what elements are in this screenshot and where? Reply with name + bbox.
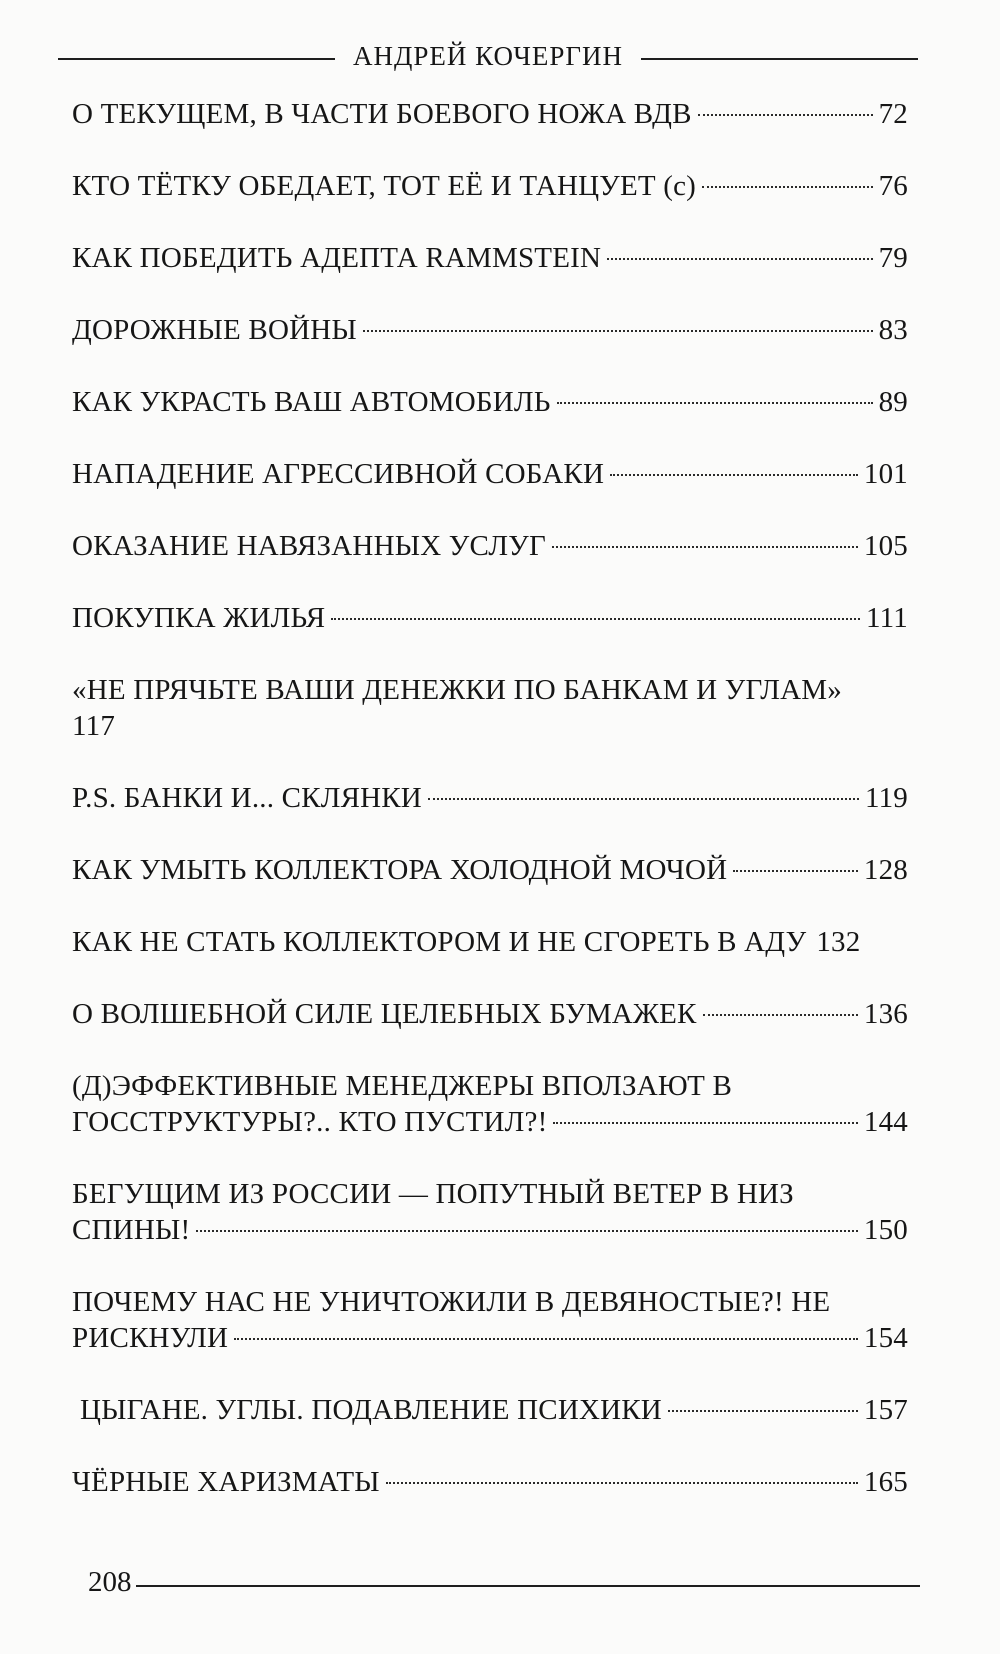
toc-leader-dots bbox=[386, 1482, 858, 1484]
toc-leader-dots bbox=[703, 1014, 858, 1016]
toc-entry bbox=[72, 168, 908, 204]
toc-entry-page: 150 bbox=[863, 1214, 908, 1246]
toc-entry-title: КАК НЕ СТАТЬ КОЛЛЕКТОРОМ И НЕ СГОРЕТЬ В АДУ bbox=[72, 926, 807, 958]
toc-entry-title-line1: ПОЧЕМУ НАС НЕ УНИЧТОЖИЛИ В ДЕВЯНОСТЫЕ?! НЕ bbox=[72, 1286, 831, 1318]
toc-entry-page: 105 bbox=[863, 530, 908, 562]
toc-leader-dots bbox=[331, 618, 860, 620]
toc-entry bbox=[72, 1284, 908, 1356]
toc-entry-title: ПОКУПКА ЖИЛЬЯ bbox=[72, 602, 326, 634]
toc-entry bbox=[72, 384, 908, 420]
toc-entry-page: 144 bbox=[863, 1106, 908, 1138]
toc-leader-dots bbox=[668, 1410, 858, 1412]
toc-entry-title: P.S. БАНКИ И... СКЛЯНКИ bbox=[72, 782, 422, 814]
toc-entry-title: КАК ПОБЕДИТЬ АДЕПТА RAMMSTEIN bbox=[72, 242, 602, 274]
toc-entry-title: КАК УМЫТЬ КОЛЛЕКТОРА ХОЛОДНОЙ МОЧОЙ bbox=[72, 854, 728, 886]
toc-entry bbox=[72, 1464, 908, 1500]
toc-entry-page: 76 bbox=[878, 170, 908, 202]
toc-entry-title: «НЕ ПРЯЧЬТЕ ВАШИ ДЕНЕЖКИ ПО БАНКАМ И УГЛАМ» bbox=[72, 674, 842, 706]
toc-leader-dots bbox=[610, 474, 858, 476]
toc-entry bbox=[72, 852, 908, 888]
header-rule-right bbox=[641, 58, 918, 60]
toc-entry bbox=[72, 996, 908, 1032]
toc-entry-title: НАПАДЕНИЕ АГРЕССИВНОЙ СОБАКИ bbox=[72, 458, 605, 490]
toc-entry-page: 136 bbox=[863, 998, 908, 1030]
toc-leader-dots bbox=[552, 546, 858, 548]
toc-leader-dots bbox=[428, 798, 859, 800]
toc-entry bbox=[72, 1176, 908, 1248]
header-rule-left bbox=[58, 58, 335, 60]
toc-entry bbox=[72, 1068, 908, 1140]
toc-leader-dots bbox=[363, 330, 873, 332]
toc-entry-page: 132 bbox=[816, 926, 861, 958]
toc-entry bbox=[72, 312, 908, 348]
toc-entry bbox=[72, 924, 908, 960]
toc-entry-title-line2: СПИНЫ! bbox=[72, 1214, 191, 1246]
toc-leader-dots bbox=[698, 114, 873, 116]
page-number: 208 bbox=[88, 1566, 132, 1598]
header-author-name: АНДРЕЙ КОЧЕРГИН bbox=[353, 40, 623, 71]
toc-entry-title: ОКАЗАНИЕ НАВЯЗАННЫХ УСЛУГ bbox=[72, 530, 546, 562]
toc-leader-dots bbox=[557, 402, 873, 404]
toc-entry-title-line2: ГОССТРУКТУРЫ?.. КТО ПУСТИЛ?! bbox=[72, 1106, 548, 1138]
toc-entry-page: 101 bbox=[863, 458, 908, 490]
toc-entry bbox=[72, 600, 908, 636]
toc-leader-dots bbox=[553, 1122, 857, 1124]
toc-entry-title: ДОРОЖНЫЕ ВОЙНЫ bbox=[72, 314, 357, 346]
toc-entry-page: 117 bbox=[72, 710, 116, 742]
toc-entry-page: 89 bbox=[878, 386, 908, 418]
footer-rule bbox=[136, 1585, 921, 1587]
toc-entry-title-line1: (Д)ЭФФЕКТИВНЫЕ МЕНЕДЖЕРЫ ВПОЛЗАЮТ В bbox=[72, 1070, 733, 1102]
running-header bbox=[58, 36, 918, 76]
toc-entry-title: КАК УКРАСТЬ ВАШ АВТОМОБИЛЬ bbox=[72, 386, 551, 418]
toc-entry bbox=[72, 1392, 908, 1428]
toc-entry-title-line1: БЕГУЩИМ ИЗ РОССИИ — ПОПУТНЫЙ ВЕТЕР В НИЗ bbox=[72, 1178, 794, 1210]
toc-entry-title: КТО ТЁТКУ ОБЕДАЕТ, ТОТ ЕЁ И ТАНЦУЕТ (с) bbox=[72, 170, 697, 202]
toc-entry bbox=[72, 528, 908, 564]
table-of-contents bbox=[72, 96, 908, 1536]
toc-entry-page: 165 bbox=[863, 1466, 908, 1498]
toc-entry-page: 111 bbox=[866, 602, 908, 634]
toc-leader-dots bbox=[234, 1338, 858, 1340]
toc-entry bbox=[72, 780, 908, 816]
page-footer bbox=[88, 1566, 920, 1599]
toc-entry-page: 79 bbox=[878, 242, 908, 274]
toc-entry-page: 119 bbox=[864, 782, 908, 814]
toc-leader-dots bbox=[607, 258, 872, 260]
toc-leader-dots bbox=[702, 186, 873, 188]
toc-entry-title-line2: РИСКНУЛИ bbox=[72, 1322, 229, 1354]
toc-entry-page: 128 bbox=[863, 854, 908, 886]
toc-leader-dots bbox=[733, 870, 858, 872]
toc-entry bbox=[72, 456, 908, 492]
toc-entry-title: О ВОЛШЕБНОЙ СИЛЕ ЦЕЛЕБНЫХ БУМАЖЕК bbox=[72, 998, 697, 1030]
toc-entry-page: 154 bbox=[863, 1322, 908, 1354]
toc-leader-dots bbox=[196, 1230, 858, 1232]
toc-entry-title: ЦЫГАНЕ. УГЛЫ. ПОДАВЛЕНИЕ ПСИХИКИ bbox=[80, 1394, 662, 1426]
toc-entry bbox=[72, 672, 908, 744]
toc-entry bbox=[72, 240, 908, 276]
toc-entry-page: 72 bbox=[878, 98, 908, 130]
toc-entry bbox=[72, 96, 908, 132]
toc-entry-page: 157 bbox=[863, 1394, 908, 1426]
toc-entry-title: О ТЕКУЩЕМ, В ЧАСТИ БОЕВОГО НОЖА ВДВ bbox=[72, 98, 692, 130]
toc-entry-page: 83 bbox=[878, 314, 908, 346]
toc-entry-title: ЧЁРНЫЕ ХАРИЗМАТЫ bbox=[72, 1466, 380, 1498]
